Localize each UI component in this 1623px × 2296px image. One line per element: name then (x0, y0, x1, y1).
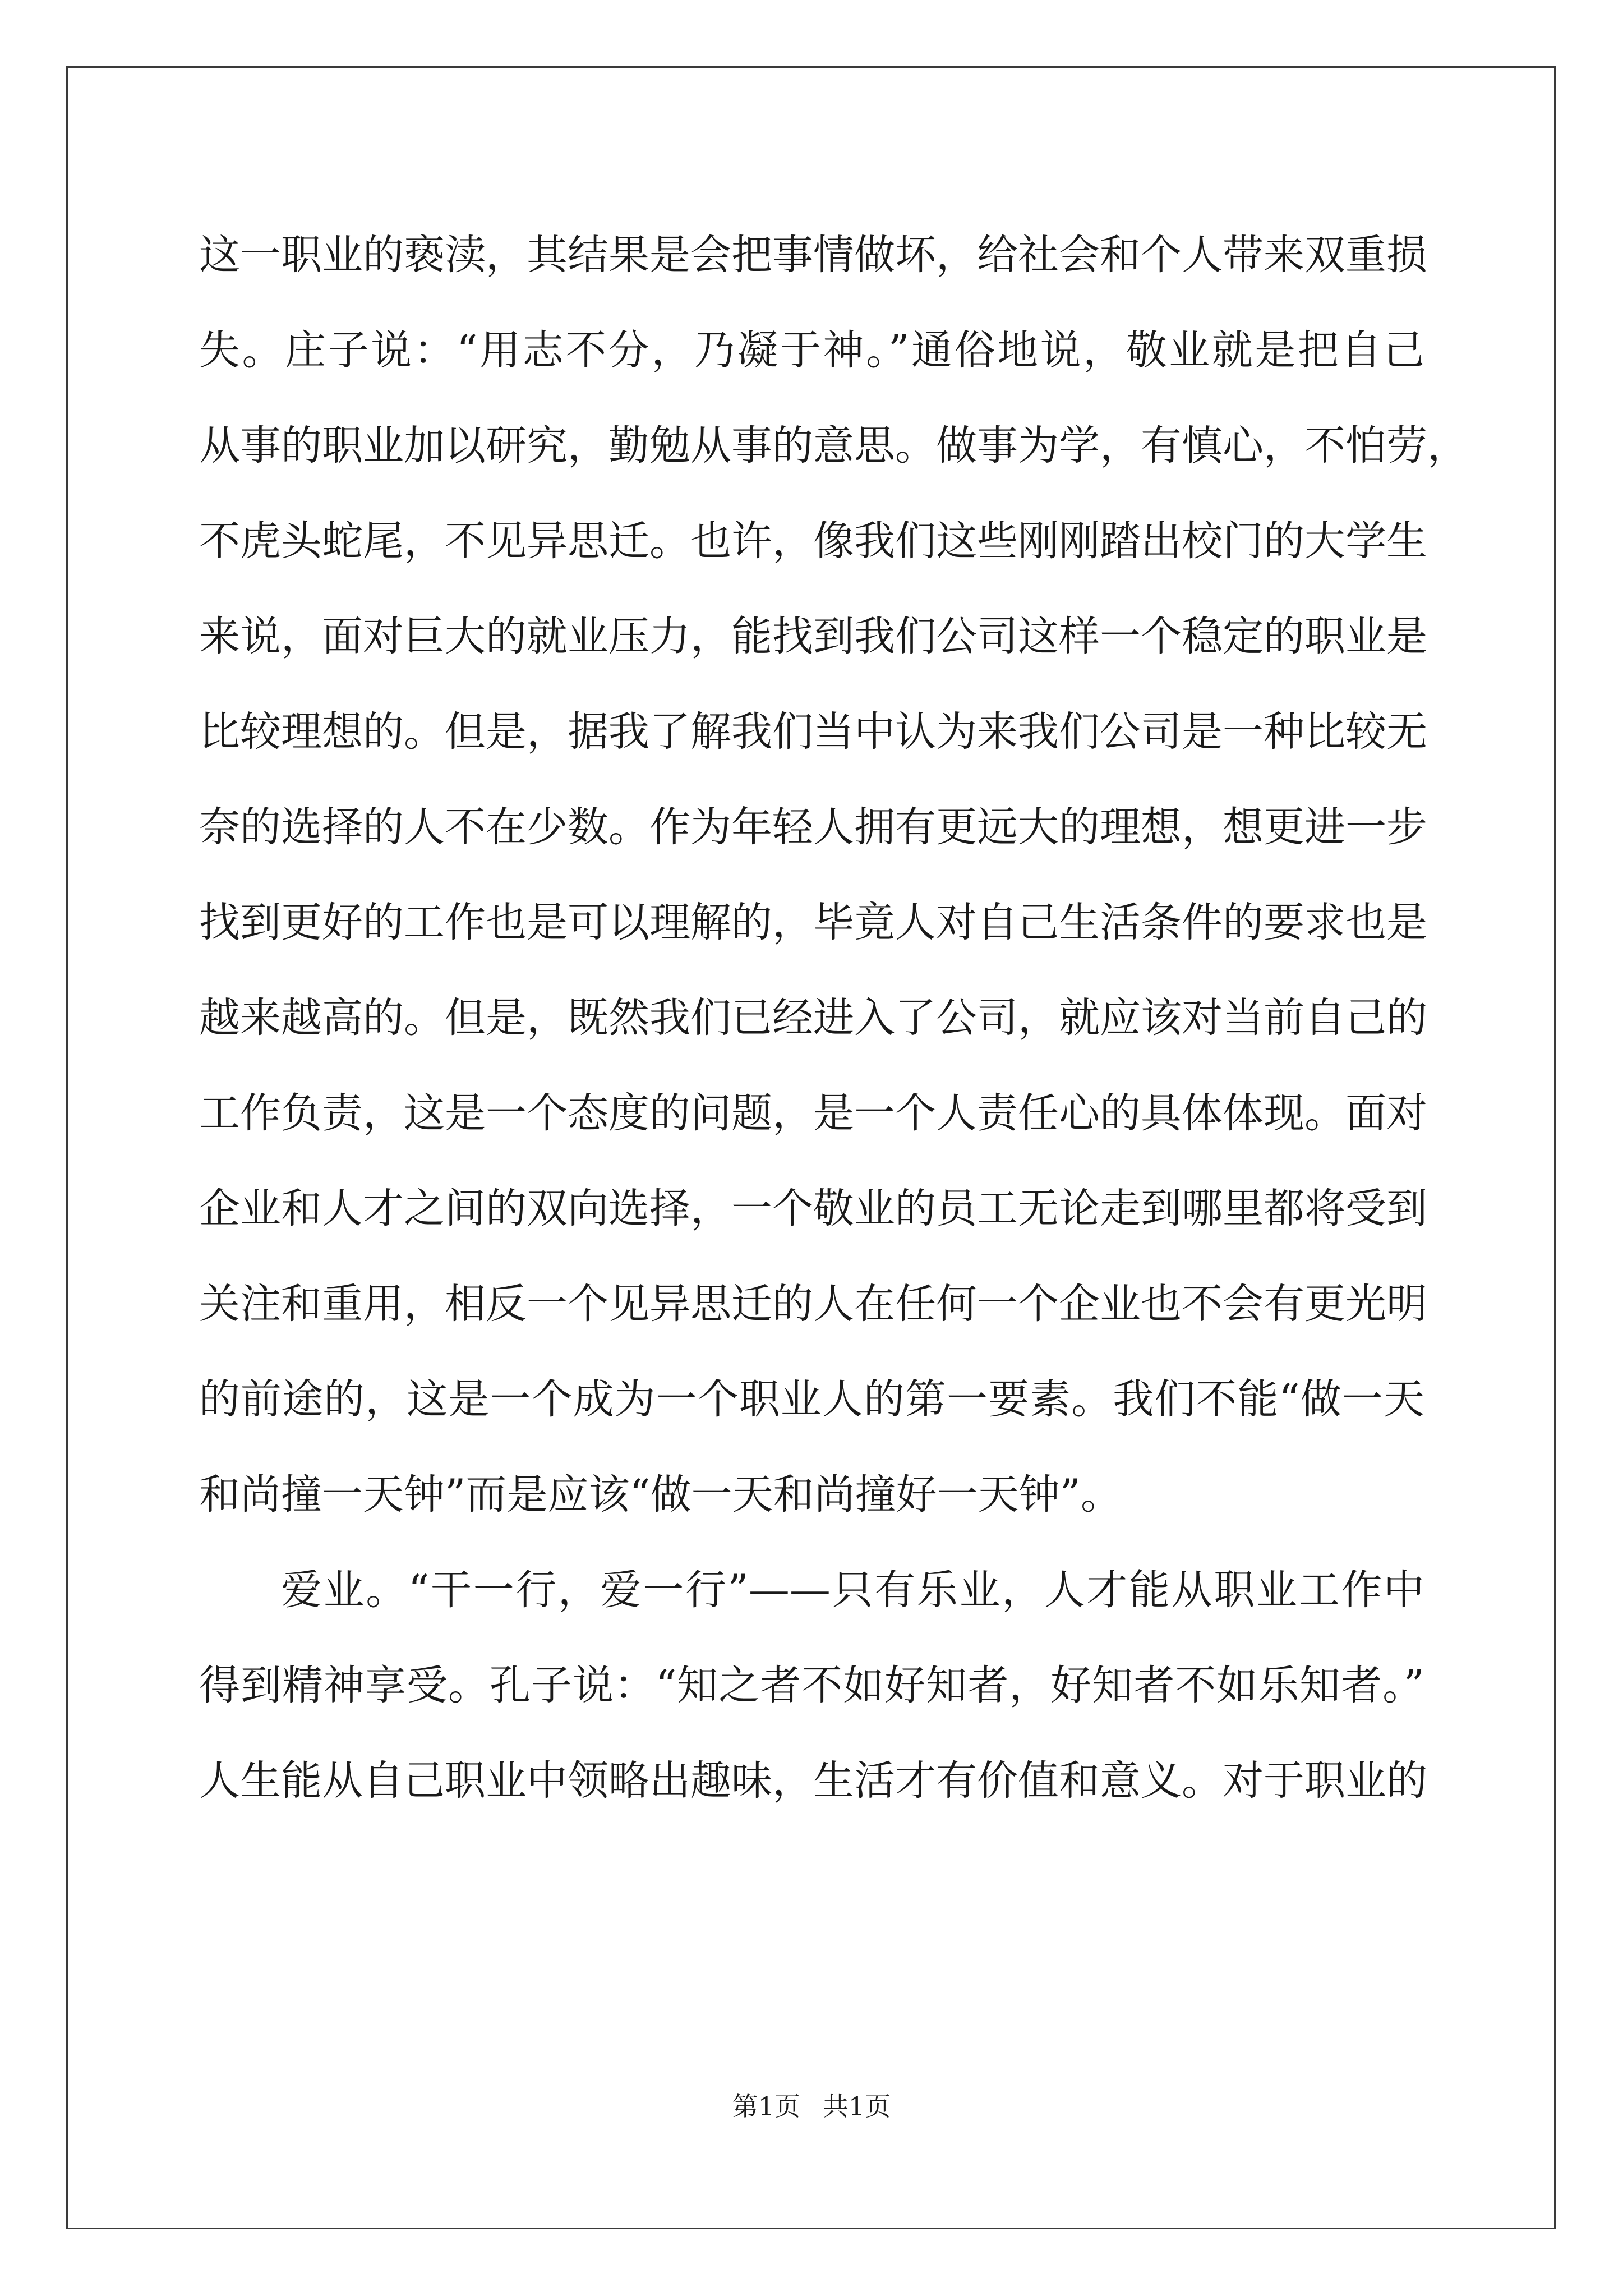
text-line: 奈的选择的人不在少数。作为年轻人拥有更远大的理想，想更进一步 (199, 803, 1427, 851)
text-line: 得到精神享受。孔子说：“知之者不如好知者，好知者不如乐知者。” (199, 1662, 1424, 1709)
text-line-paragraph-start: 爱业。“干一行，爱一行”——只有乐业，人才能从职业工作中 (281, 1566, 1424, 1614)
text-line: 和尚撞一天钟”而是应该“做一天和尚撞好一天钟”。 (199, 1471, 1122, 1519)
text-line: 人生能从自己职业中领略出趣味，生活才有价值和意义。对于职业的 (199, 1757, 1427, 1805)
total-pages: 共1页 (823, 2091, 891, 2122)
text-line: 找到更好的工作也是可以理解的，毕竟人对自己生活条件的要求也是 (199, 899, 1427, 946)
document-body (199, 208, 1468, 1829)
text-line: 企业和人才之间的双向选择，一个敬业的员工无论走到哪里都将受到 (199, 1185, 1427, 1232)
text-line: 失。庄子说：“用志不分，乃凝于神。”通俗地说，敬业就是把自己 (199, 326, 1424, 374)
text-line: 来说，面对巨大的就业压力，能找到我们公司这样一个稳定的职业是 (199, 613, 1427, 660)
text-line: 不虎头蛇尾，不见异思迁。也许，像我们这些刚刚踏出校门的大学生 (199, 517, 1427, 565)
text-line: 比较理想的。但是，据我了解我们当中认为来我们公司是一种比较无 (199, 708, 1427, 756)
page-footer (0, 2090, 1623, 2123)
page-number: 第1页 (732, 2091, 800, 2122)
text-line: 的前途的，这是一个成为一个职业人的第一要素。我们不能“做一天 (199, 1375, 1424, 1423)
text-line: 越来越高的。但是，既然我们已经进入了公司，就应该对当前自己的 (199, 994, 1427, 1042)
text-line: 工作负责，这是一个态度的问题，是一个人责任心的具体体现。面对 (199, 1089, 1427, 1137)
text-line: 关注和重用，相反一个见异思迁的人在任何一个企业也不会有更光明 (199, 1280, 1427, 1328)
text-line: 从事的职业加以研究，勤勉从事的意思。做事为学，有慎心，不怕劳， (199, 422, 1468, 470)
text-line: 这一职业的亵渎，其结果是会把事情做坏，给社会和个人带来双重损 (199, 231, 1427, 279)
